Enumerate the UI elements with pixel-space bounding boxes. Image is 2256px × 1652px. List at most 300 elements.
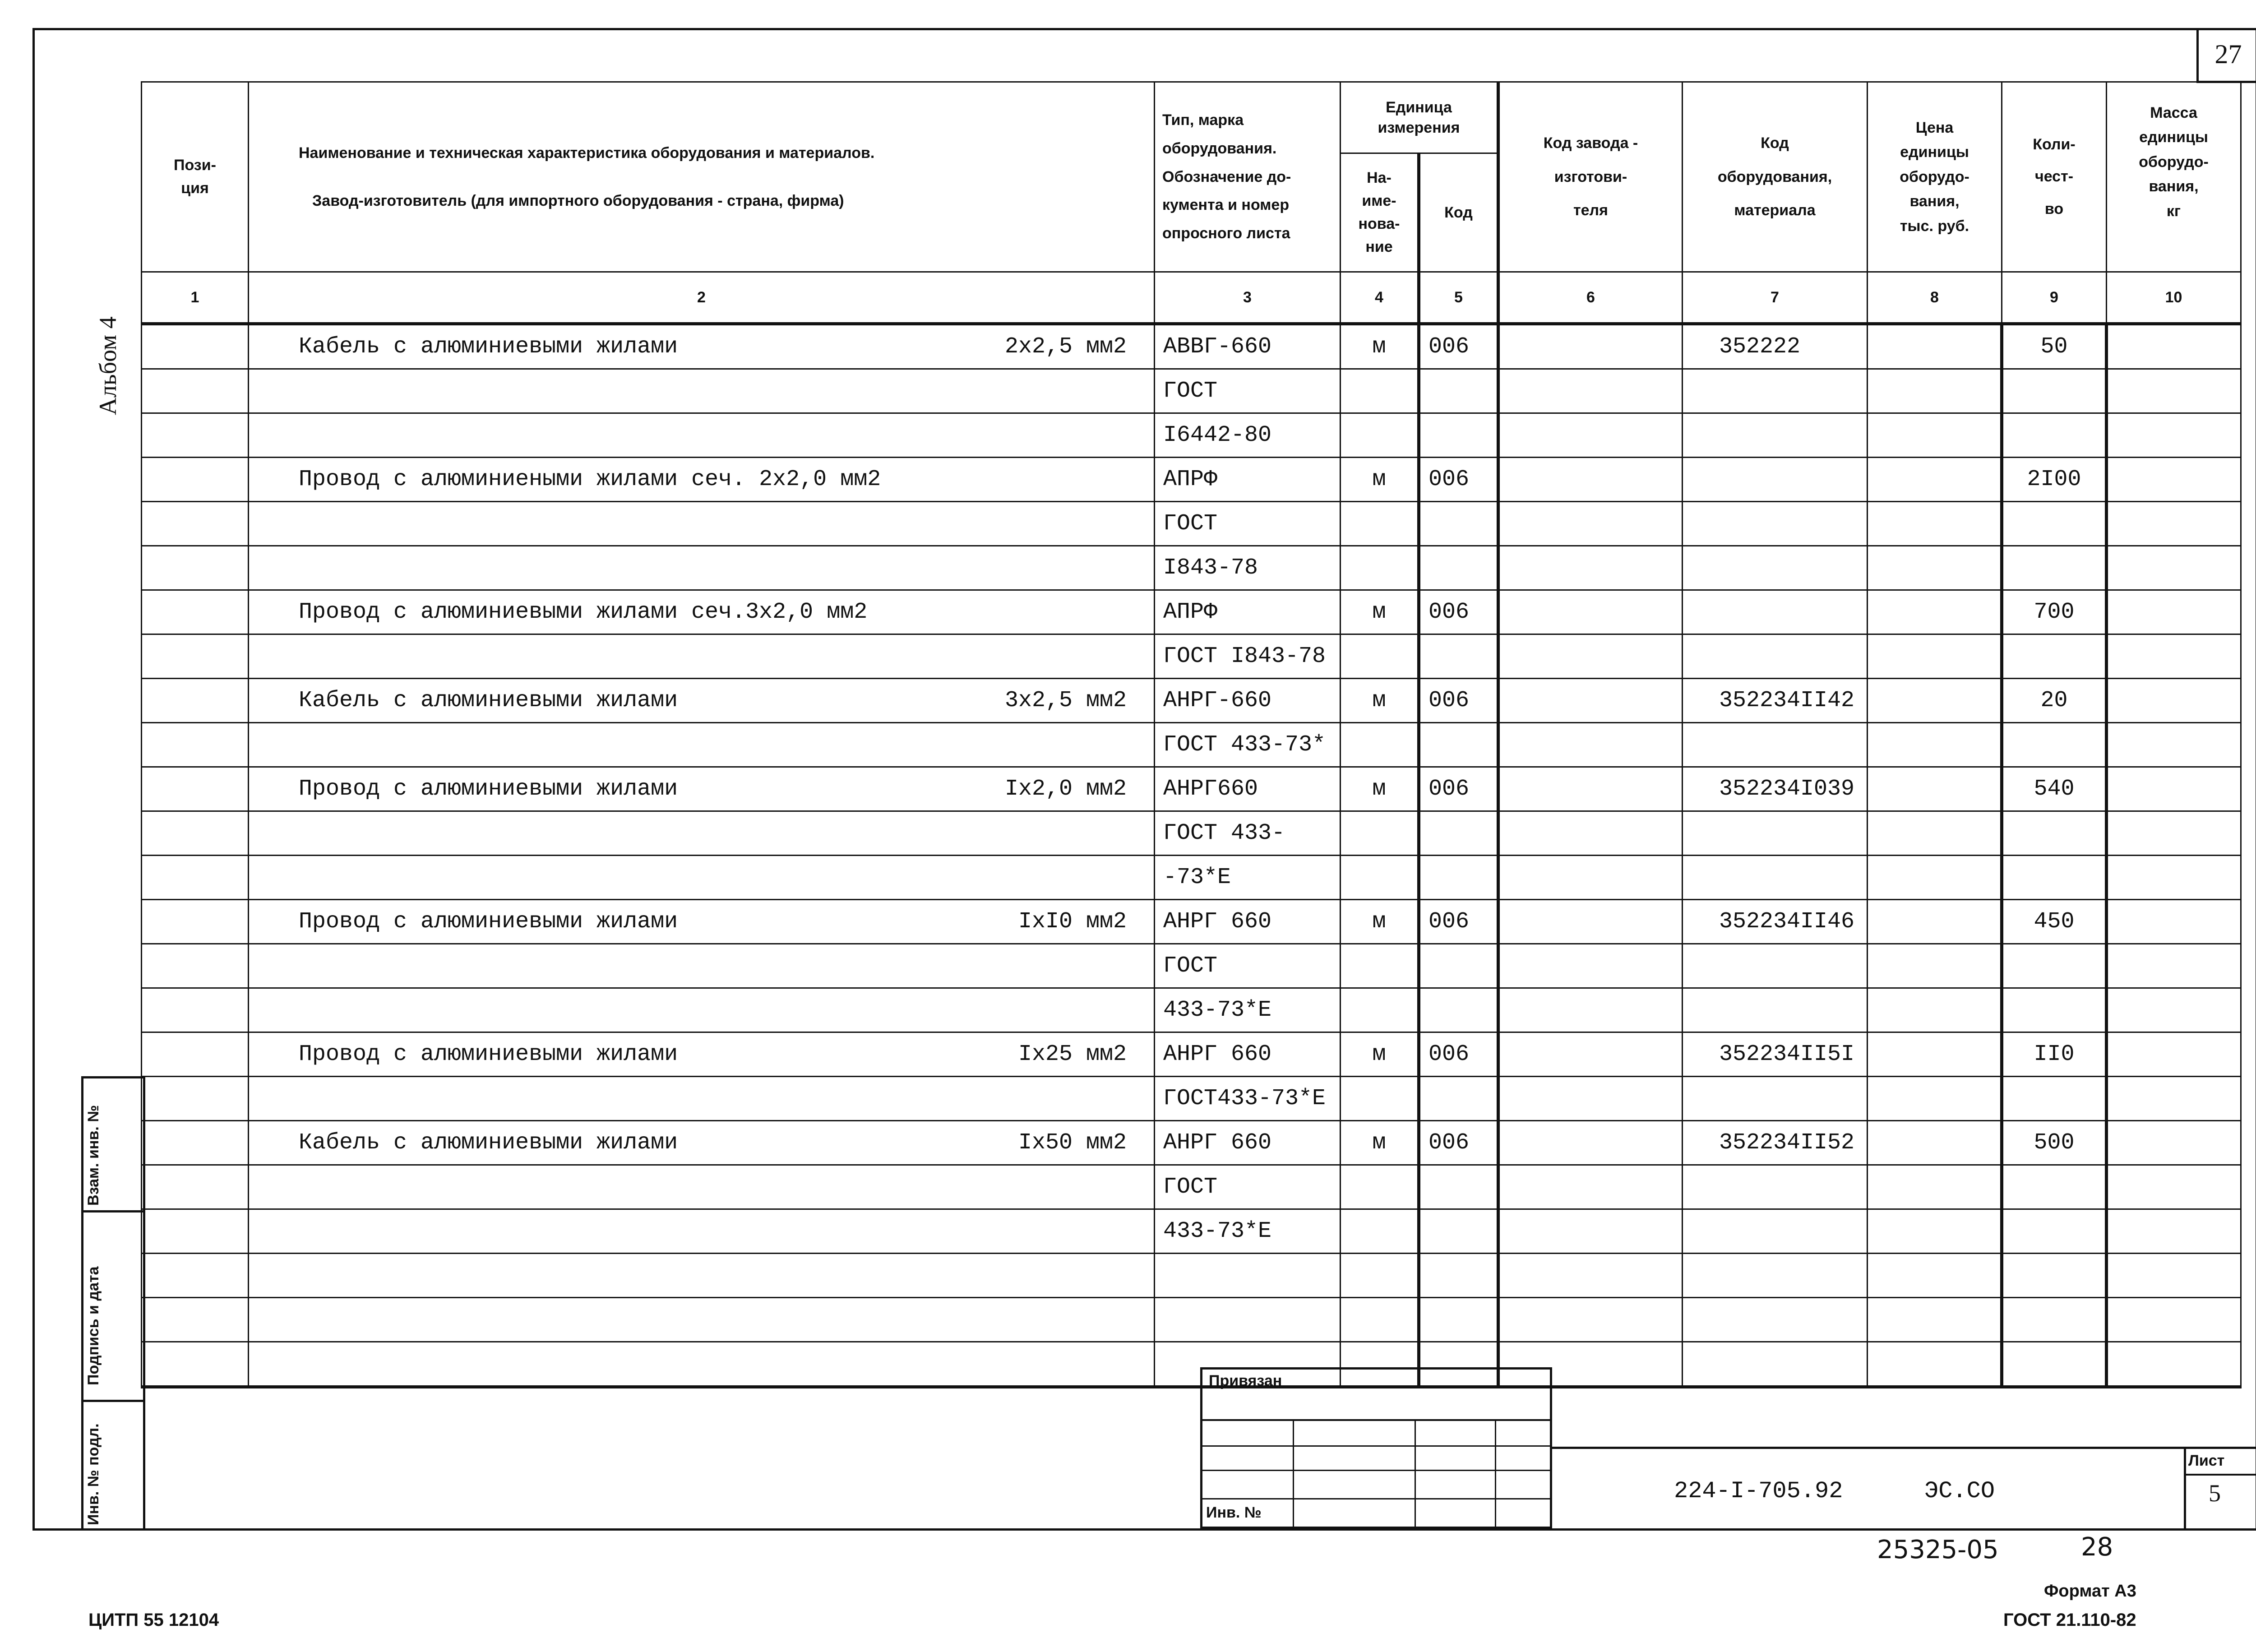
cell-factory-code [1498, 856, 1683, 900]
cell-type: АНРГ 660 [1155, 900, 1341, 944]
cell-quantity [2002, 856, 2107, 900]
cell-factory-code [1498, 413, 1683, 458]
cell-unit-code: 006 [1419, 458, 1498, 502]
cell-position [142, 1032, 249, 1077]
cell-type: -73*Е [1155, 856, 1341, 900]
cell-name [249, 811, 1155, 856]
table-row [142, 1121, 2241, 1165]
header-price: Цена единицы оборудо- вания, тыс. руб. [1868, 82, 2002, 272]
cell-factory-code [1498, 1209, 1683, 1254]
cell-unit-code [1419, 1298, 1498, 1342]
cell-factory-code [1498, 634, 1683, 679]
cell-unit-code [1419, 811, 1498, 856]
cell-factory-code [1498, 1032, 1683, 1077]
cell-unit [1341, 1298, 1419, 1342]
cell-unit [1341, 369, 1419, 413]
cell-material-code [1683, 1209, 1868, 1254]
cell-unit-code: 006 [1419, 767, 1498, 811]
cell-unit: м [1341, 458, 1419, 502]
cell-mass [2107, 502, 2241, 546]
cell-unit-code [1419, 413, 1498, 458]
cell-quantity [2002, 413, 2107, 458]
cell-position [142, 324, 249, 369]
cell-size-text: 2х2,5 мм2 [1004, 334, 1127, 360]
cell-name [249, 1077, 1155, 1121]
cell-price [1868, 634, 2002, 679]
header-name-line2: Завод-изготовитель (для импортного оборудования - страна, фирма) [312, 192, 844, 209]
cell-material-code [1683, 1254, 1868, 1298]
cell-position [142, 811, 249, 856]
cell-name [249, 679, 1155, 723]
cell-material-code: 352234II52 [1683, 1121, 1868, 1165]
cell-type: ГОСТ [1155, 369, 1341, 413]
cell-unit [1341, 1209, 1419, 1254]
cell-unit [1341, 1165, 1419, 1209]
header-name-line1: Наименование и техническая характеристика оборудования и материалов. [299, 144, 875, 162]
colnum-9: 9 [2002, 272, 2107, 324]
cell-name [249, 546, 1155, 590]
cell-type: ГОСТ433-73*Е [1155, 1077, 1341, 1121]
cell-price [1868, 767, 2002, 811]
cell-type [1155, 1254, 1341, 1298]
header-position: Пози- ция [142, 82, 249, 272]
cell-mass [2107, 900, 2241, 944]
table-row [142, 900, 2241, 944]
top-sheet-number: 27 [2196, 28, 2256, 83]
cell-mass [2107, 634, 2241, 679]
cell-factory-code [1498, 590, 1683, 634]
cell-type: ГОСТ 433- [1155, 811, 1341, 856]
cell-position [142, 590, 249, 634]
cell-mass [2107, 1342, 2241, 1387]
cell-unit-code: 006 [1419, 1121, 1498, 1165]
table-row [142, 1298, 2241, 1342]
cell-unit: м [1341, 1032, 1419, 1077]
cell-type [1155, 1298, 1341, 1342]
cell-name [249, 1165, 1155, 1209]
cell-name-text: Кабель с алюминиевыми жилами [299, 1130, 678, 1156]
cell-mass [2107, 1165, 2241, 1209]
side-stamp-vzam-label: Взам. инв. № [85, 1105, 102, 1206]
table-row [142, 944, 2241, 988]
cell-factory-code [1498, 458, 1683, 502]
cell-quantity [2002, 1077, 2107, 1121]
cell-quantity [2002, 944, 2107, 988]
cell-material-code [1683, 1342, 1868, 1387]
cell-type: АНРГ-660 [1155, 679, 1341, 723]
cell-mass [2107, 856, 2241, 900]
cell-unit-code: 006 [1419, 590, 1498, 634]
cell-unit [1341, 413, 1419, 458]
title-doc-code: 224-I-705.92 [1674, 1478, 1843, 1504]
archive-page: 28 [2081, 1532, 2113, 1562]
table-row [142, 988, 2241, 1032]
cell-position [142, 723, 249, 767]
cell-material-code [1683, 723, 1868, 767]
cell-factory-code [1498, 546, 1683, 590]
cell-position [142, 856, 249, 900]
cell-quantity [2002, 988, 2107, 1032]
table-row [142, 679, 2241, 723]
cell-unit-code [1419, 1209, 1498, 1254]
cell-size-text: Iх2,0 мм2 [1004, 776, 1127, 802]
cell-quantity [2002, 1254, 2107, 1298]
cell-quantity [2002, 1342, 2107, 1387]
cell-unit-code [1419, 634, 1498, 679]
cell-unit-code [1419, 1254, 1498, 1298]
cell-unit: м [1341, 767, 1419, 811]
cell-type: 433-73*Е [1155, 988, 1341, 1032]
cell-name [249, 634, 1155, 679]
cell-unit-code [1419, 1165, 1498, 1209]
cell-material-code [1683, 369, 1868, 413]
cell-mass [2107, 767, 2241, 811]
cell-unit [1341, 502, 1419, 546]
cell-material-code [1683, 856, 1868, 900]
cell-price [1868, 1298, 2002, 1342]
cell-material-code [1683, 502, 1868, 546]
cell-mass [2107, 1077, 2241, 1121]
cell-name-text: Провод с алюминиевыми жилами [299, 1041, 678, 1067]
cell-quantity [2002, 634, 2107, 679]
cell-position [142, 1121, 249, 1165]
cell-mass [2107, 811, 2241, 856]
colnum-5: 5 [1419, 272, 1498, 324]
cell-mass [2107, 1298, 2241, 1342]
cell-name-text: Провод с алюминиеными жилами сеч. 2х2,0 мм2 [299, 467, 881, 492]
cell-unit-code [1419, 502, 1498, 546]
cell-factory-code [1498, 988, 1683, 1032]
cell-name [249, 767, 1155, 811]
cell-quantity: II0 [2002, 1032, 2107, 1077]
cell-factory-code [1498, 1254, 1683, 1298]
cell-price [1868, 811, 2002, 856]
cell-material-code [1683, 458, 1868, 502]
cell-name [249, 988, 1155, 1032]
colnum-6: 6 [1498, 272, 1683, 324]
title-mark: ЭС.СО [1924, 1478, 1995, 1504]
cell-material-code: 352234I039 [1683, 767, 1868, 811]
cell-position [142, 944, 249, 988]
cell-material-code [1683, 988, 1868, 1032]
cell-type: АНРГ 660 [1155, 1121, 1341, 1165]
cell-size-text: IхI0 мм2 [1018, 909, 1127, 935]
table-row [142, 1165, 2241, 1209]
cell-mass [2107, 944, 2241, 988]
cell-price [1868, 590, 2002, 634]
cell-quantity: 700 [2002, 590, 2107, 634]
cell-quantity [2002, 502, 2107, 546]
cell-price [1868, 458, 2002, 502]
binding-stamp [1200, 1367, 1552, 1529]
cell-size-text: 3х2,5 мм2 [1004, 688, 1127, 713]
cell-name [249, 1298, 1155, 1342]
cell-name [249, 324, 1155, 369]
cell-name-text: Кабель с алюминиевыми жилами [299, 688, 678, 713]
table-row [142, 458, 2241, 502]
cell-unit [1341, 856, 1419, 900]
cell-position [142, 1342, 249, 1387]
cell-type: АВВГ-660 [1155, 324, 1341, 369]
cell-name [249, 369, 1155, 413]
cell-size-text: Iх50 мм2 [1018, 1130, 1127, 1156]
cell-factory-code [1498, 944, 1683, 988]
cell-quantity [2002, 1165, 2107, 1209]
cell-type: АНРГ 660 [1155, 1032, 1341, 1077]
cell-unit-code [1419, 1077, 1498, 1121]
header-factory-code: Код завода - изготови- теля [1498, 82, 1683, 272]
cell-mass [2107, 679, 2241, 723]
spec-body [142, 324, 2241, 1387]
cell-name-text: Провод с алюминиевыми жилами [299, 776, 678, 802]
cell-unit [1341, 944, 1419, 988]
cell-mass [2107, 1209, 2241, 1254]
cell-price [1868, 1209, 2002, 1254]
cell-unit-code [1419, 723, 1498, 767]
cell-name [249, 856, 1155, 900]
cell-quantity: 2I00 [2002, 458, 2107, 502]
colnum-2: 2 [249, 272, 1155, 324]
cell-unit: м [1341, 679, 1419, 723]
cell-factory-code [1498, 900, 1683, 944]
cell-type: I6442-80 [1155, 413, 1341, 458]
cell-type: АНРГ660 [1155, 767, 1341, 811]
cell-price [1868, 1254, 2002, 1298]
cell-factory-code [1498, 1298, 1683, 1342]
cell-unit: м [1341, 324, 1419, 369]
cell-price [1868, 413, 2002, 458]
archive-number: 25325-05 [1877, 1535, 1999, 1564]
colnum-8: 8 [1868, 272, 2002, 324]
cell-unit-code: 006 [1419, 679, 1498, 723]
cell-type: ГОСТ [1155, 502, 1341, 546]
cell-price [1868, 679, 2002, 723]
cell-quantity: 540 [2002, 767, 2107, 811]
cell-material-code [1683, 1298, 1868, 1342]
cell-position [142, 1209, 249, 1254]
cell-price [1868, 1032, 2002, 1077]
cell-price [1868, 369, 2002, 413]
cell-name [249, 1254, 1155, 1298]
cell-material-code: 352234II46 [1683, 900, 1868, 944]
cell-price [1868, 546, 2002, 590]
table-row [142, 723, 2241, 767]
cell-name [249, 1342, 1155, 1387]
cell-quantity: 50 [2002, 324, 2107, 369]
cell-factory-code [1498, 1165, 1683, 1209]
table-row [142, 1032, 2241, 1077]
cell-quantity: 500 [2002, 1121, 2107, 1165]
cell-unit [1341, 811, 1419, 856]
cell-price [1868, 944, 2002, 988]
cell-type: ГОСТ 433-73* [1155, 723, 1341, 767]
cell-name [249, 900, 1155, 944]
cell-name [249, 1209, 1155, 1254]
header-name [249, 82, 1155, 272]
cell-unit-code [1419, 944, 1498, 988]
cell-mass [2107, 1121, 2241, 1165]
cell-name [249, 1032, 1155, 1077]
cell-unit-code [1419, 369, 1498, 413]
cell-factory-code [1498, 369, 1683, 413]
cell-position [142, 900, 249, 944]
cell-mass [2107, 1254, 2241, 1298]
side-stamp-inv-label: Инв. № подл. [85, 1423, 102, 1525]
cell-type: АПРФ [1155, 590, 1341, 634]
cell-material-code: 352234II42 [1683, 679, 1868, 723]
org-label: ЦИТП 55 12104 [88, 1610, 219, 1630]
cell-price [1868, 1121, 2002, 1165]
cell-mass [2107, 413, 2241, 458]
cell-mass [2107, 1032, 2241, 1077]
cell-type: АПРФ [1155, 458, 1341, 502]
table-row [142, 502, 2241, 546]
cell-unit: м [1341, 1121, 1419, 1165]
cell-unit-code: 006 [1419, 324, 1498, 369]
format-label: Формат А3 [2044, 1582, 2136, 1601]
cell-position [142, 1254, 249, 1298]
header-material-code: Код оборудования, материала [1683, 82, 1868, 272]
cell-type: 433-73*Е [1155, 1209, 1341, 1254]
cell-name [249, 1121, 1155, 1165]
table-row [142, 1209, 2241, 1254]
cell-position [142, 546, 249, 590]
table-row [142, 369, 2241, 413]
cell-unit: м [1341, 900, 1419, 944]
cell-price [1868, 856, 2002, 900]
cell-name-text: Кабель с алюминиевыми жилами [299, 334, 678, 360]
table-row [142, 767, 2241, 811]
cell-mass [2107, 590, 2241, 634]
cell-unit [1341, 1077, 1419, 1121]
cell-position [142, 1298, 249, 1342]
cell-unit [1341, 634, 1419, 679]
cell-unit: м [1341, 590, 1419, 634]
cell-unit [1341, 546, 1419, 590]
cell-position [142, 1165, 249, 1209]
cell-mass [2107, 723, 2241, 767]
cell-position [142, 413, 249, 458]
cell-material-code [1683, 1077, 1868, 1121]
cell-unit [1341, 1254, 1419, 1298]
table-row [142, 546, 2241, 590]
table-row [142, 590, 2241, 634]
cell-price [1868, 900, 2002, 944]
cell-type: ГОСТ [1155, 944, 1341, 988]
cell-material-code [1683, 1165, 1868, 1209]
cell-price [1868, 1077, 2002, 1121]
cell-name [249, 413, 1155, 458]
album-label: Альбом 4 [94, 316, 121, 415]
cell-position [142, 1077, 249, 1121]
cell-unit-code [1419, 856, 1498, 900]
cell-material-code [1683, 590, 1868, 634]
table-row [142, 811, 2241, 856]
table-row [142, 1342, 2241, 1387]
cell-quantity: 450 [2002, 900, 2107, 944]
cell-quantity [2002, 1298, 2107, 1342]
cell-name [249, 458, 1155, 502]
cell-position [142, 767, 249, 811]
table-row [142, 856, 2241, 900]
cell-material-code: 352222 [1683, 324, 1868, 369]
cell-unit-code [1419, 988, 1498, 1032]
cell-price [1868, 1165, 2002, 1209]
cell-position [142, 369, 249, 413]
cell-factory-code [1498, 767, 1683, 811]
cell-factory-code [1498, 679, 1683, 723]
colnum-3: 3 [1155, 272, 1341, 324]
cell-position [142, 988, 249, 1032]
side-stamp-podpis-label: Подпись и дата [85, 1266, 102, 1385]
cell-quantity: 20 [2002, 679, 2107, 723]
cell-price [1868, 988, 2002, 1032]
cell-material-code [1683, 634, 1868, 679]
colnum-7: 7 [1683, 272, 1868, 324]
cell-position [142, 634, 249, 679]
cell-name [249, 723, 1155, 767]
cell-mass [2107, 546, 2241, 590]
table-row [142, 1077, 2241, 1121]
cell-position [142, 502, 249, 546]
binding-stamp-inv: Инв. № [1206, 1504, 1262, 1521]
cell-material-code [1683, 413, 1868, 458]
cell-name [249, 944, 1155, 988]
cell-material-code [1683, 546, 1868, 590]
spec-table [141, 81, 2242, 1388]
cell-mass [2107, 369, 2241, 413]
cell-unit-code [1419, 546, 1498, 590]
header-unit: Единица измерения [1341, 82, 1498, 153]
cell-factory-code [1498, 811, 1683, 856]
title-sheet-no: 5 [2209, 1480, 2221, 1507]
cell-quantity [2002, 1209, 2107, 1254]
cell-material-code: 352234II5I [1683, 1032, 1868, 1077]
gost-label: ГОСТ 21.110-82 [2003, 1610, 2136, 1630]
colnum-10: 10 [2107, 272, 2241, 324]
cell-unit-code: 006 [1419, 900, 1498, 944]
cell-type: ГОСТ [1155, 1165, 1341, 1209]
cell-unit [1341, 988, 1419, 1032]
colnum-4: 4 [1341, 272, 1419, 324]
cell-mass [2107, 988, 2241, 1032]
table-row [142, 1254, 2241, 1298]
cell-quantity [2002, 811, 2107, 856]
colnum-1: 1 [142, 272, 249, 324]
cell-unit [1341, 723, 1419, 767]
cell-name-text: Провод с алюминиевыми жилами сеч.3х2,0 мм2 [299, 599, 868, 625]
cell-quantity [2002, 369, 2107, 413]
cell-name [249, 502, 1155, 546]
cell-unit-code: 006 [1419, 1032, 1498, 1077]
table-row [142, 324, 2241, 369]
cell-quantity [2002, 546, 2107, 590]
cell-mass [2107, 324, 2241, 369]
table-row [142, 413, 2241, 458]
cell-mass [2107, 458, 2241, 502]
cell-factory-code [1498, 502, 1683, 546]
cell-factory-code [1498, 1077, 1683, 1121]
cell-factory-code [1498, 723, 1683, 767]
cell-name-text: Провод с алюминиевыми жилами [299, 909, 678, 935]
header-unit-code: Код [1419, 153, 1498, 272]
header-type: Тип, марка оборудования. Обозначение до- кумента и номер опросного листа [1155, 82, 1341, 272]
cell-factory-code [1498, 324, 1683, 369]
table-row [142, 634, 2241, 679]
cell-price [1868, 723, 2002, 767]
cell-position [142, 679, 249, 723]
header-unit-name: На- име- нова- ние [1341, 153, 1419, 272]
